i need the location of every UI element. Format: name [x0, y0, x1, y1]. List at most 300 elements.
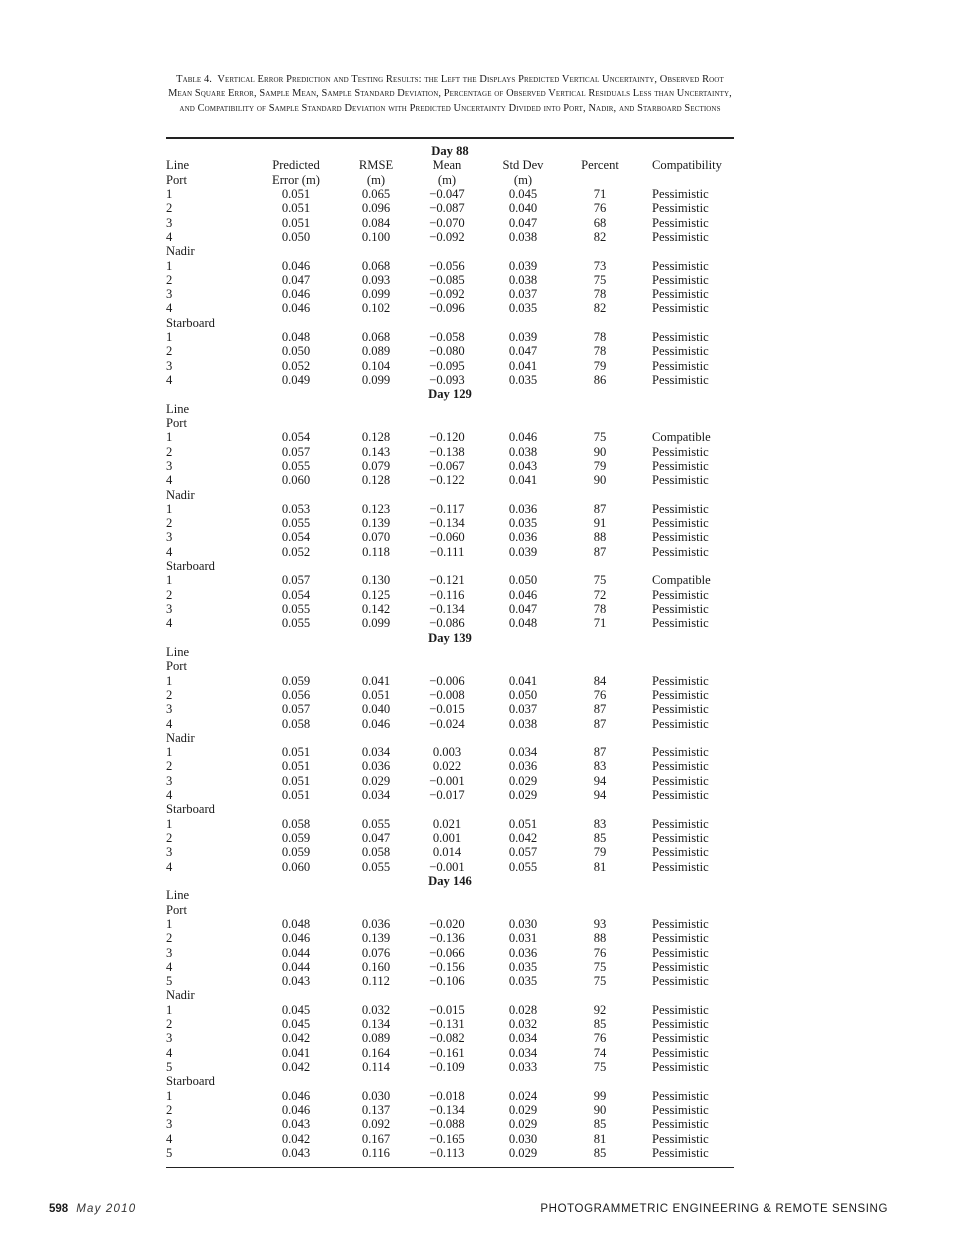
- line-number: 4: [166, 716, 173, 731]
- compatibility: Pessimistic: [652, 687, 709, 702]
- percent: 85: [593, 1017, 607, 1032]
- rmse: 0.032: [361, 1002, 391, 1017]
- std-dev: 0.039: [508, 330, 538, 345]
- rmse: 0.089: [361, 344, 391, 359]
- table-row: [166, 1017, 734, 1031]
- percent: 85: [593, 1117, 607, 1132]
- rmse: 0.167: [361, 1131, 391, 1146]
- line-number: 2: [166, 444, 173, 459]
- mean: −0.085: [429, 272, 465, 287]
- line-number: 4: [166, 1131, 173, 1146]
- percent: 87: [593, 544, 607, 559]
- percent: 72: [593, 587, 607, 602]
- page-number: 598: [49, 1203, 69, 1215]
- table-row: [166, 946, 734, 960]
- rmse: 0.128: [361, 473, 391, 488]
- rmse: 0.160: [361, 959, 391, 974]
- percent: 82: [593, 229, 607, 244]
- line-number: 2: [166, 1017, 173, 1032]
- compatibility: Pessimistic: [652, 272, 709, 287]
- section-label: Starboard: [166, 802, 215, 817]
- mean: −0.018: [429, 1088, 465, 1103]
- header-rmse: RMSE: [358, 158, 394, 173]
- compatibility: Pessimistic: [652, 544, 709, 559]
- predicted-error: 0.051: [281, 186, 311, 201]
- percent: 88: [593, 931, 607, 946]
- table-row: [166, 287, 734, 301]
- section-row: [166, 802, 734, 816]
- mean: −0.092: [429, 229, 465, 244]
- line-number: 3: [166, 845, 173, 860]
- compatibility: Pessimistic: [652, 1145, 709, 1160]
- line-number: 2: [166, 344, 173, 359]
- line-number: 1: [166, 745, 173, 760]
- section-row: [166, 659, 734, 673]
- line-number: 2: [166, 201, 173, 216]
- line-number: 3: [166, 358, 173, 373]
- table-row: [166, 788, 734, 802]
- compatibility: Pessimistic: [652, 373, 709, 387]
- compatibility: Pessimistic: [652, 229, 709, 244]
- table-row: [166, 931, 734, 945]
- table-row: [166, 674, 734, 688]
- line-number: 3: [166, 1031, 173, 1046]
- table-row: [166, 960, 734, 974]
- rmse: 0.142: [361, 602, 391, 616]
- header-std-dev: Std Dev: [502, 158, 544, 173]
- predicted-error: 0.044: [281, 959, 311, 974]
- std-dev: 0.034: [508, 745, 538, 760]
- header-predicted-unit: Error (m): [272, 172, 320, 187]
- table-row: [166, 774, 734, 788]
- predicted-error: 0.050: [281, 229, 311, 244]
- rmse: 0.128: [361, 430, 391, 445]
- mean: −0.020: [429, 916, 465, 931]
- percent: 81: [593, 1131, 607, 1146]
- line-number: 3: [166, 1117, 173, 1132]
- mean: −0.116: [429, 587, 465, 602]
- percent: 94: [593, 788, 607, 803]
- mean: −0.047: [429, 186, 465, 201]
- rmse: 0.100: [361, 229, 391, 244]
- std-dev: 0.038: [508, 444, 538, 459]
- std-dev: 0.035: [508, 974, 538, 989]
- predicted-error: 0.051: [281, 773, 311, 788]
- predicted-error: 0.045: [281, 1002, 311, 1017]
- mean: −0.001: [429, 773, 465, 788]
- percent: 81: [593, 859, 607, 874]
- table-row: [166, 430, 734, 444]
- predicted-error: 0.060: [281, 473, 311, 488]
- compatibility: Pessimistic: [652, 587, 709, 602]
- compatibility: Pessimistic: [652, 1060, 709, 1074]
- std-dev: 0.038: [508, 272, 538, 287]
- predicted-error: 0.051: [281, 215, 311, 230]
- issue-date: May 2010: [76, 1203, 137, 1215]
- header-line: Line: [166, 158, 190, 173]
- std-dev: 0.047: [508, 602, 538, 616]
- percent: 85: [593, 1145, 607, 1160]
- predicted-error: 0.043: [281, 1145, 311, 1160]
- table-row: [166, 502, 734, 516]
- std-dev: 0.035: [508, 516, 538, 531]
- compatibility: Pessimistic: [652, 1088, 709, 1103]
- rmse: 0.139: [361, 931, 391, 946]
- mean: −0.106: [429, 974, 465, 989]
- table-row: [166, 831, 734, 845]
- percent: 75: [593, 272, 607, 287]
- section-label: Port: [166, 415, 187, 430]
- line-number: 4: [166, 473, 173, 488]
- mean: −0.058: [429, 330, 465, 345]
- line-number: 4: [166, 544, 173, 559]
- percent: 90: [593, 473, 607, 488]
- std-dev: 0.041: [508, 673, 538, 688]
- std-dev: 0.030: [508, 916, 538, 931]
- std-dev: 0.024: [508, 1088, 538, 1103]
- rmse: 0.034: [361, 788, 391, 803]
- compatibility: Pessimistic: [652, 831, 709, 845]
- line-number: 4: [166, 959, 173, 974]
- rmse: 0.076: [361, 945, 391, 960]
- day-heading: [166, 387, 734, 401]
- table-row: [166, 745, 734, 759]
- std-dev: 0.036: [508, 945, 538, 960]
- compatibility: Pessimistic: [652, 516, 709, 531]
- section-row: [166, 559, 734, 573]
- predicted-error: 0.046: [281, 258, 311, 273]
- page-footer-left: [49, 1202, 136, 1216]
- std-dev: 0.036: [508, 501, 538, 516]
- std-dev: 0.050: [508, 687, 538, 702]
- line-number: 1: [166, 573, 173, 588]
- predicted-error: 0.058: [281, 716, 311, 731]
- percent: 88: [593, 530, 607, 545]
- std-dev: 0.029: [508, 1145, 538, 1160]
- std-dev: 0.039: [508, 544, 538, 559]
- column-header-row-units: [166, 173, 734, 187]
- std-dev: 0.038: [508, 229, 538, 244]
- table-bottom-rule: [166, 1167, 734, 1168]
- mean: −0.113: [429, 1145, 465, 1160]
- section-row: [166, 731, 734, 745]
- rmse: 0.055: [361, 859, 391, 874]
- percent: 99: [593, 1088, 607, 1103]
- mean: −0.109: [429, 1060, 465, 1074]
- percent: 73: [593, 258, 607, 273]
- predicted-error: 0.050: [281, 344, 311, 359]
- predicted-error: 0.046: [281, 931, 311, 946]
- table-row: [166, 273, 734, 287]
- percent: 93: [593, 916, 607, 931]
- table-row: [166, 530, 734, 544]
- std-dev: 0.028: [508, 1002, 538, 1017]
- compatibility: Pessimistic: [652, 859, 709, 874]
- table-row: [166, 359, 734, 373]
- mean: −0.136: [429, 931, 465, 946]
- table-row: [166, 1132, 734, 1146]
- line-number: 4: [166, 229, 173, 244]
- rmse: 0.036: [361, 759, 391, 774]
- mean: −0.134: [429, 516, 465, 531]
- percent: 92: [593, 1002, 607, 1017]
- mean: −0.008: [429, 687, 465, 702]
- mean: −0.134: [429, 602, 465, 616]
- mean: −0.122: [429, 473, 465, 488]
- line-label-row: [166, 888, 734, 902]
- percent: 91: [593, 516, 607, 531]
- table-row: [166, 459, 734, 473]
- percent: 71: [593, 186, 607, 201]
- std-dev: 0.029: [508, 788, 538, 803]
- compatibility: Pessimistic: [652, 602, 709, 616]
- line-number: 1: [166, 673, 173, 688]
- compatibility: Pessimistic: [652, 959, 709, 974]
- percent: 75: [593, 573, 607, 588]
- rmse: 0.096: [361, 201, 391, 216]
- line-number: 1: [166, 430, 173, 445]
- compatibility: Compatible: [652, 430, 711, 445]
- header-line: Line: [166, 401, 190, 416]
- percent: 90: [593, 444, 607, 459]
- table-row: [166, 759, 734, 773]
- rmse: 0.116: [362, 1145, 390, 1160]
- percent: 87: [593, 501, 607, 516]
- line-number: 1: [166, 186, 173, 201]
- line-number: 5: [166, 974, 173, 989]
- mean: −0.093: [429, 373, 465, 387]
- std-dev: 0.041: [508, 358, 538, 373]
- rmse: 0.104: [361, 358, 391, 373]
- predicted-error: 0.051: [281, 201, 311, 216]
- compatibility: Pessimistic: [652, 1017, 709, 1032]
- section-label: Port: [166, 659, 187, 674]
- mean: −0.138: [429, 444, 465, 459]
- line-number: 5: [166, 1145, 173, 1160]
- compatibility: Pessimistic: [652, 344, 709, 359]
- compatibility: Pessimistic: [652, 845, 709, 860]
- rmse: 0.079: [361, 458, 391, 473]
- compatibility: Pessimistic: [652, 530, 709, 545]
- predicted-error: 0.043: [281, 974, 311, 989]
- line-number: 3: [166, 773, 173, 788]
- section-label: Nadir: [166, 730, 195, 745]
- day-title: Day 139: [428, 630, 472, 645]
- day-title: Day 88: [431, 144, 469, 158]
- rmse: 0.089: [361, 1031, 391, 1046]
- table-row: [166, 974, 734, 988]
- line-label-row: [166, 645, 734, 659]
- compatibility: Pessimistic: [652, 745, 709, 760]
- predicted-error: 0.055: [281, 458, 311, 473]
- std-dev: 0.031: [508, 931, 538, 946]
- table-row: [166, 516, 734, 530]
- percent: 87: [593, 745, 607, 760]
- rmse: 0.036: [361, 916, 391, 931]
- line-label-row: [166, 402, 734, 416]
- percent: 94: [593, 773, 607, 788]
- line-number: 1: [166, 258, 173, 273]
- predicted-error: 0.045: [281, 1017, 311, 1032]
- std-dev: 0.030: [508, 1131, 538, 1146]
- section-row: [166, 903, 734, 917]
- mean: −0.024: [429, 716, 465, 731]
- std-dev: 0.033: [508, 1060, 538, 1074]
- percent: 78: [593, 602, 607, 616]
- rmse: 0.099: [361, 287, 391, 302]
- section-row: [166, 1074, 734, 1088]
- line-number: 4: [166, 373, 173, 387]
- rmse: 0.112: [362, 974, 390, 989]
- percent: 76: [593, 687, 607, 702]
- line-number: 2: [166, 687, 173, 702]
- rmse: 0.130: [361, 573, 391, 588]
- line-number: 1: [166, 816, 173, 831]
- std-dev: 0.047: [508, 344, 538, 359]
- compatibility: Pessimistic: [652, 1045, 709, 1060]
- line-number: 2: [166, 1102, 173, 1117]
- std-dev: 0.050: [508, 573, 538, 588]
- percent: 71: [593, 616, 607, 631]
- predicted-error: 0.055: [281, 602, 311, 616]
- compatibility: Pessimistic: [652, 1131, 709, 1146]
- table-row: [166, 1031, 734, 1045]
- percent: 87: [593, 702, 607, 717]
- rmse: 0.041: [361, 673, 391, 688]
- table-row: [166, 1003, 734, 1017]
- std-dev: 0.029: [508, 773, 538, 788]
- percent: 76: [593, 1031, 607, 1046]
- std-dev: 0.051: [508, 816, 538, 831]
- line-number: 1: [166, 916, 173, 931]
- percent: 85: [593, 831, 607, 845]
- predicted-error: 0.059: [281, 831, 311, 845]
- compatibility: Pessimistic: [652, 931, 709, 946]
- mean: −0.088: [429, 1117, 465, 1132]
- percent: 83: [593, 759, 607, 774]
- rmse: 0.092: [361, 1117, 391, 1132]
- header-line: Line: [166, 644, 190, 659]
- line-number: 2: [166, 831, 173, 845]
- day-title: Day 146: [428, 873, 472, 888]
- percent: 75: [593, 974, 607, 989]
- line-number: 2: [166, 759, 173, 774]
- mean: −0.165: [429, 1131, 465, 1146]
- std-dev: 0.038: [508, 716, 538, 731]
- table-row: [166, 588, 734, 602]
- std-dev: 0.043: [508, 458, 538, 473]
- header-line: Line: [166, 888, 190, 903]
- table-row: [166, 1089, 734, 1103]
- compatibility: Pessimistic: [652, 1117, 709, 1132]
- std-dev: 0.047: [508, 215, 538, 230]
- table-caption: [166, 73, 734, 116]
- table-row: [166, 445, 734, 459]
- header-percent: Percent: [581, 158, 619, 173]
- predicted-error: 0.042: [281, 1131, 311, 1146]
- percent: 78: [593, 287, 607, 302]
- compatibility: Pessimistic: [652, 458, 709, 473]
- std-dev: 0.039: [508, 258, 538, 273]
- std-dev: 0.034: [508, 1045, 538, 1060]
- percent: 75: [593, 959, 607, 974]
- compatibility: Pessimistic: [652, 330, 709, 345]
- rmse: 0.068: [361, 258, 391, 273]
- compatibility: Pessimistic: [652, 974, 709, 989]
- line-number: 4: [166, 859, 173, 874]
- compatibility: Pessimistic: [652, 287, 709, 302]
- rmse: 0.030: [361, 1088, 391, 1103]
- line-number: 4: [166, 788, 173, 803]
- percent: 75: [593, 1060, 607, 1074]
- line-number: 1: [166, 1088, 173, 1103]
- predicted-error: 0.048: [281, 916, 311, 931]
- mean: −0.120: [429, 430, 465, 445]
- table-row: [166, 1046, 734, 1060]
- line-number: 4: [166, 301, 173, 316]
- table-row: [166, 216, 734, 230]
- mean: −0.080: [429, 344, 465, 359]
- predicted-error: 0.053: [281, 501, 311, 516]
- mean: 0.022: [432, 759, 462, 774]
- mean: 0.021: [432, 816, 462, 831]
- predicted-error: 0.058: [281, 816, 311, 831]
- rmse: 0.070: [361, 530, 391, 545]
- table-row: [166, 1146, 734, 1160]
- compatibility: Pessimistic: [652, 258, 709, 273]
- rmse: 0.102: [361, 301, 391, 316]
- mean: −0.087: [429, 201, 465, 216]
- percent: 90: [593, 1102, 607, 1117]
- percent: 78: [593, 344, 607, 359]
- compatibility: Pessimistic: [652, 1002, 709, 1017]
- rmse: 0.046: [361, 716, 391, 731]
- percent: 84: [593, 673, 607, 688]
- mean: −0.067: [429, 458, 465, 473]
- std-dev: 0.042: [508, 831, 538, 845]
- results-table: [166, 144, 734, 1160]
- line-number: 3: [166, 945, 173, 960]
- rmse: 0.123: [361, 501, 391, 516]
- percent: 83: [593, 816, 607, 831]
- rmse: 0.099: [361, 373, 391, 387]
- section-row: [166, 316, 734, 330]
- table-top-rule: [166, 137, 734, 139]
- predicted-error: 0.057: [281, 573, 311, 588]
- rmse: 0.084: [361, 215, 391, 230]
- percent: 87: [593, 716, 607, 731]
- rmse: 0.051: [361, 687, 391, 702]
- rmse: 0.058: [361, 845, 391, 860]
- predicted-error: 0.042: [281, 1060, 311, 1074]
- compatibility: Pessimistic: [652, 916, 709, 931]
- percent: 76: [593, 201, 607, 216]
- header-compatibility: Compatibility: [652, 158, 722, 173]
- rmse: 0.118: [362, 544, 390, 559]
- predicted-error: 0.055: [281, 516, 311, 531]
- line-number: 3: [166, 215, 173, 230]
- mean: −0.015: [429, 702, 465, 717]
- table-row: [166, 330, 734, 344]
- table-row: [166, 201, 734, 215]
- rmse: 0.125: [361, 587, 391, 602]
- rmse: 0.093: [361, 272, 391, 287]
- std-dev: 0.036: [508, 530, 538, 545]
- rmse: 0.114: [362, 1060, 390, 1074]
- compatibility: Pessimistic: [652, 788, 709, 803]
- predicted-error: 0.056: [281, 687, 311, 702]
- rmse: 0.099: [361, 616, 391, 631]
